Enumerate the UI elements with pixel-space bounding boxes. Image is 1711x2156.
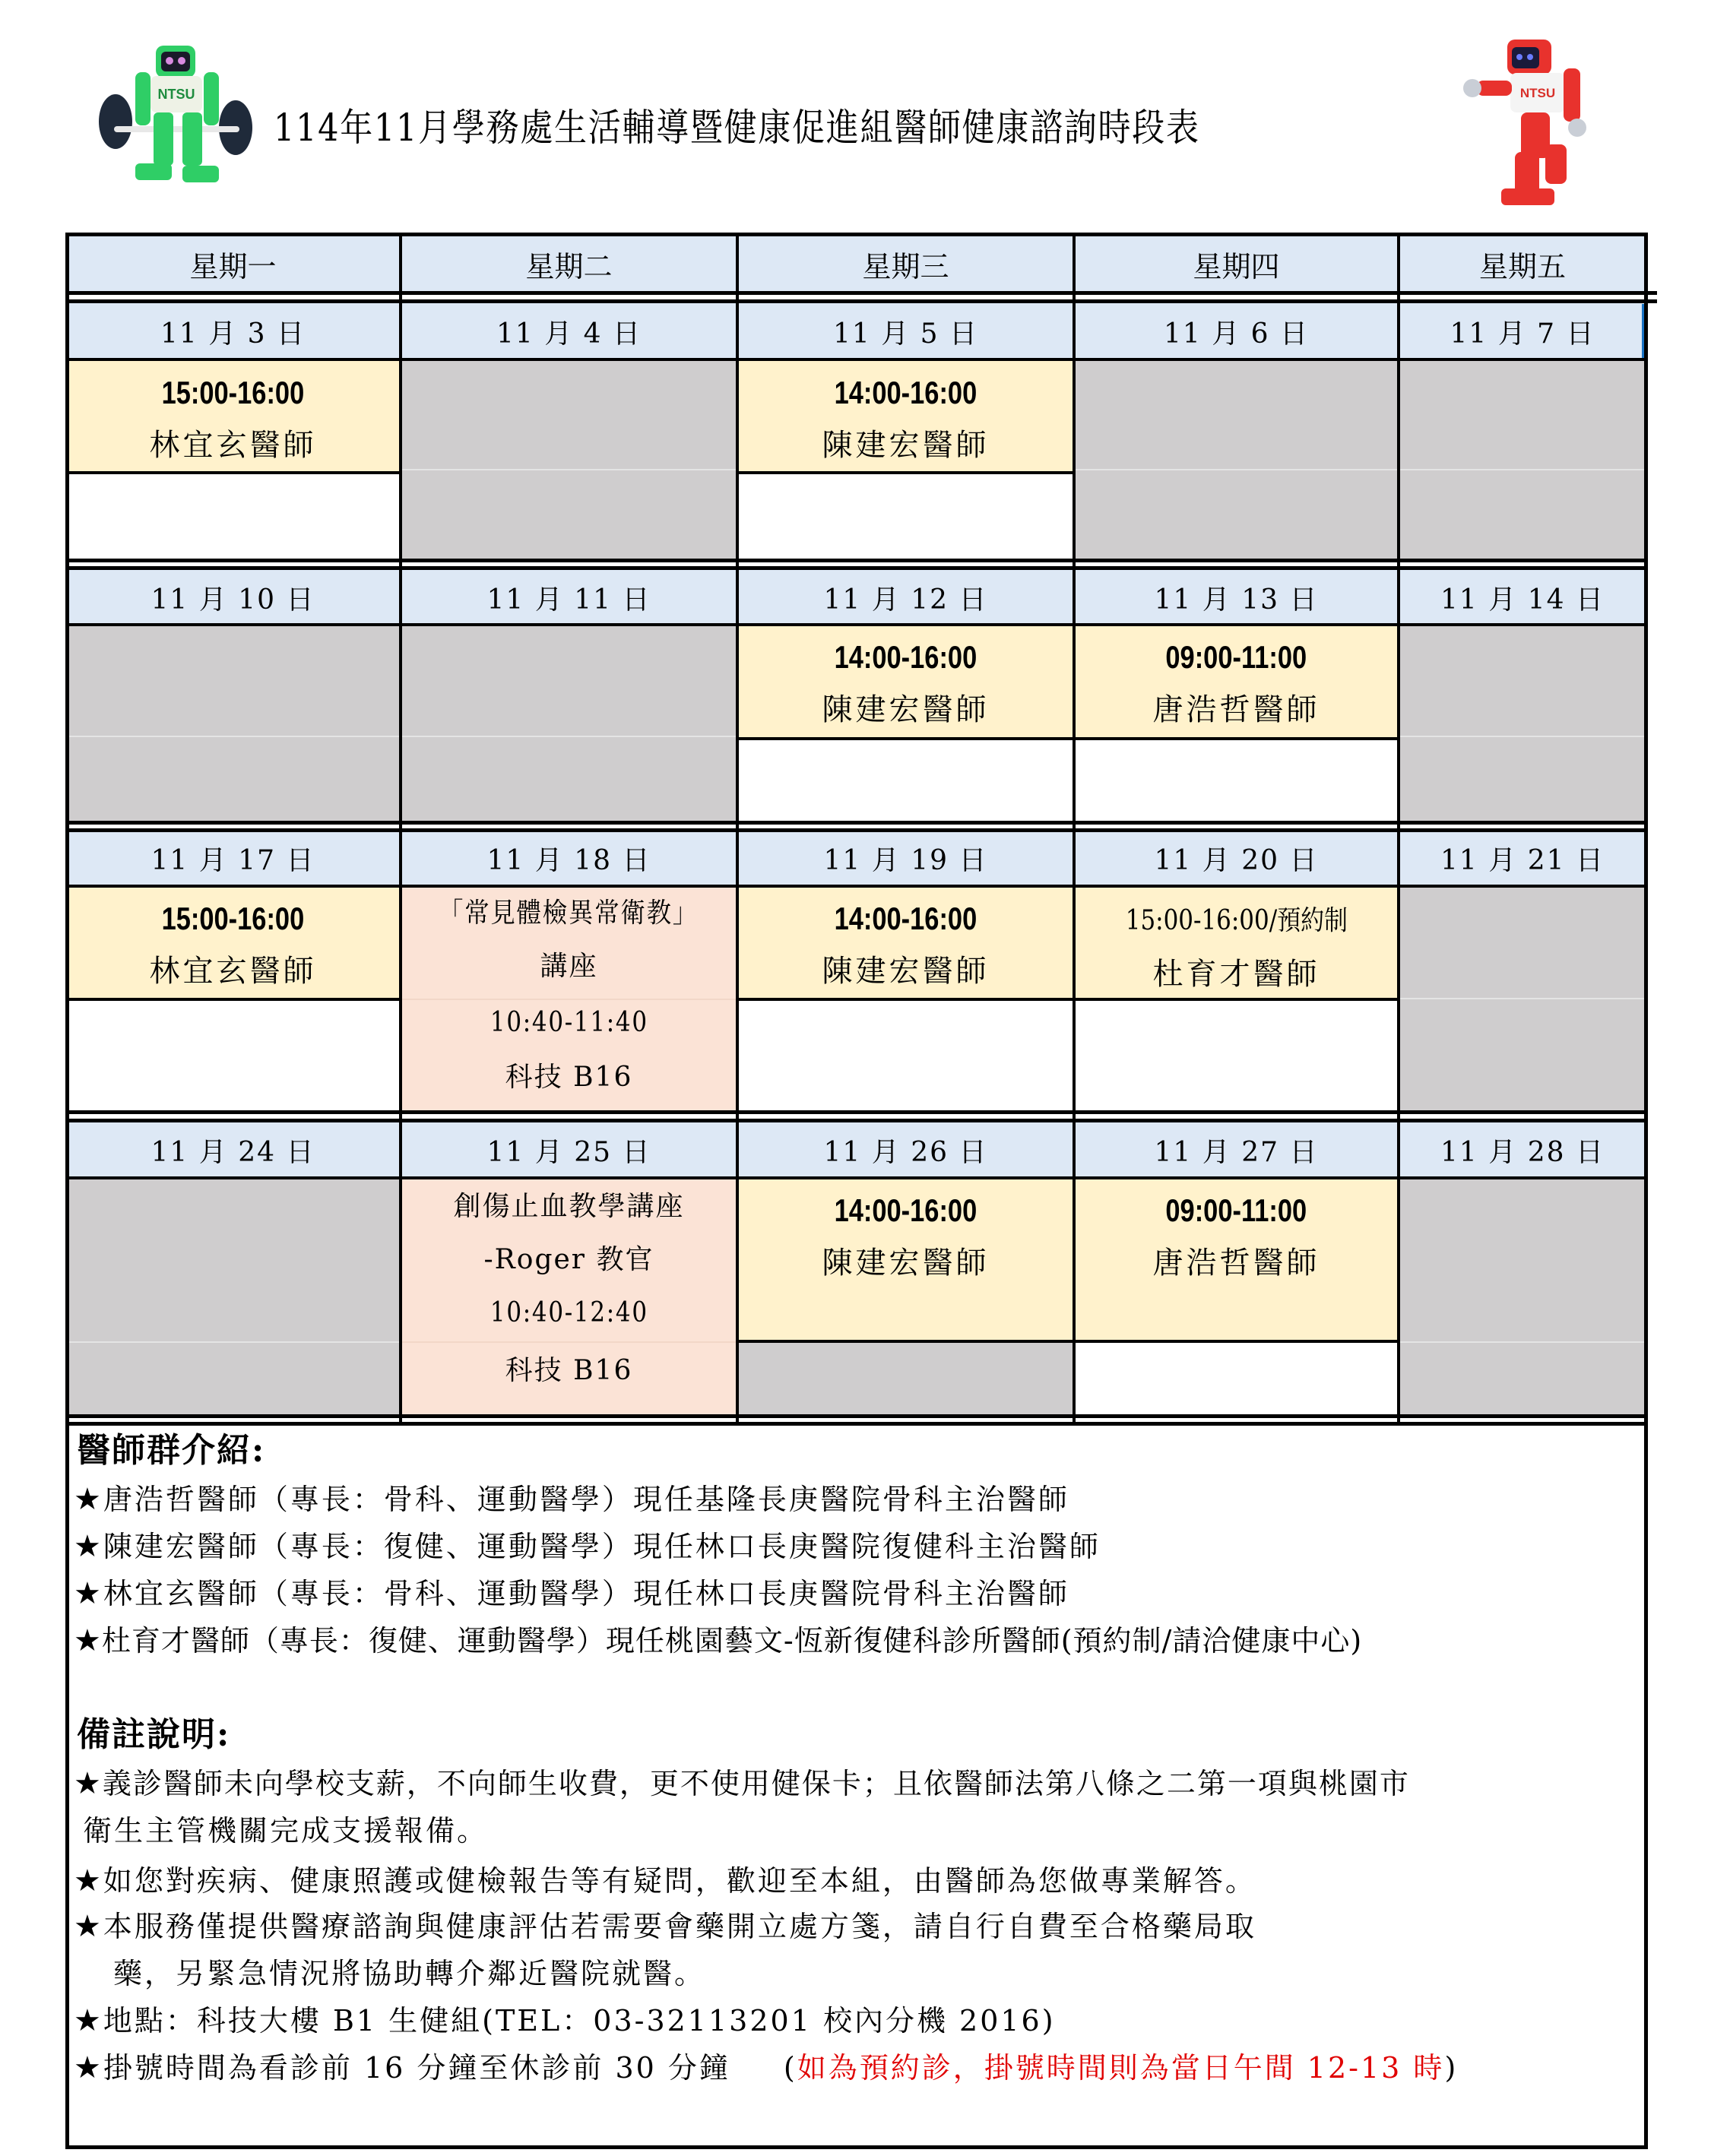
consult-slot	[737, 1178, 1074, 1341]
empty-cell	[65, 999, 401, 1111]
closed-cell	[1399, 1178, 1646, 1415]
cell-divider	[1074, 469, 1646, 470]
doctor-intro-item	[74, 1622, 1362, 1660]
slot-doctor: 陳建宏醫師	[822, 428, 990, 463]
date-label: 11 月 3 日	[160, 318, 306, 350]
table-border	[65, 233, 69, 1426]
table-border	[65, 471, 401, 474]
page-title: 114年11月學務處生活輔導暨健康促進組醫師健康諮詢時段表	[274, 106, 1200, 150]
table-border	[65, 358, 1646, 361]
table-border	[65, 1176, 1646, 1179]
empty-cell	[1074, 1341, 1399, 1415]
doctor-intro-text: 唐浩哲醫師（專長：骨科、運動醫學）現任基隆長庚醫院骨科主治醫師	[103, 1483, 1069, 1516]
star-bullet-icon: ★	[74, 1909, 103, 1944]
event-location: 科技 B16	[505, 1355, 633, 1386]
table-border	[65, 828, 1646, 832]
appointment-registration-note: 如為預約診，掛號時間則為當日午間 12-13 時	[797, 2051, 1445, 2085]
table-border	[1397, 233, 1400, 1422]
date-cell	[737, 302, 1074, 360]
date-cell	[737, 830, 1074, 886]
closed-cell	[65, 625, 401, 822]
date-cell	[401, 570, 737, 625]
date-cell	[65, 302, 401, 360]
weekday-label: 星期一	[189, 249, 277, 283]
info-panel	[65, 1421, 1648, 2149]
slot-time: 15:00-16:00	[161, 375, 305, 410]
star-bullet-icon: ★	[74, 1863, 103, 1898]
table-border	[737, 1340, 1399, 1343]
table-border	[736, 233, 739, 1422]
date-cell	[1074, 302, 1399, 360]
date-label: 11 月 24 日	[151, 1136, 315, 1168]
lecture-event-cell	[401, 1178, 737, 1415]
closed-cell	[65, 1178, 401, 1415]
date-cell	[1399, 1122, 1646, 1178]
doctor-intro-text: 陳建宏醫師（專長：復健、運動醫學）現任林口長庚醫院復健科主治醫師	[103, 1530, 1101, 1563]
date-label: 11 月 26 日	[823, 1136, 988, 1168]
consult-slot	[65, 360, 401, 473]
table-border	[65, 559, 1646, 562]
closed-cell	[1399, 360, 1646, 561]
event-title: 創傷止血教學講座	[453, 1191, 685, 1222]
date-label: 11 月 14 日	[1440, 584, 1605, 616]
note-item	[74, 1765, 1410, 1803]
table-border	[737, 471, 1074, 474]
table-border	[737, 737, 1399, 740]
consult-slot	[65, 886, 401, 999]
cell-divider	[401, 469, 737, 470]
slot-doctor: 杜育才醫師	[1152, 957, 1320, 992]
date-label: 11 月 28 日	[1440, 1136, 1605, 1168]
empty-cell	[737, 473, 1074, 561]
slot-doctor: 陳建宏醫師	[822, 1246, 990, 1281]
event-subtitle: 講座	[540, 951, 598, 982]
doctor-intro-item	[74, 1575, 1069, 1613]
slot-doctor: 陳建宏醫師	[822, 692, 990, 727]
note-text: 本服務僅提供醫療諮詢與健康評估若需要會藥開立處方箋，請自行自費至合格藥局取	[103, 1910, 1256, 1943]
date-label: 11 月 17 日	[151, 844, 315, 876]
event-instructor: -Roger 教官	[483, 1244, 654, 1275]
date-label: 11 月 12 日	[823, 584, 988, 616]
green-robot-mascot-icon	[84, 30, 266, 198]
date-label: 11 月 27 日	[1154, 1136, 1319, 1168]
table-border	[65, 998, 401, 1001]
consult-slot	[1074, 625, 1399, 739]
doctor-intro-item	[74, 1528, 1101, 1566]
weekday-label: 星期四	[1193, 249, 1280, 283]
empty-cell	[1074, 739, 1399, 822]
weekday-label: 星期三	[862, 249, 949, 283]
consult-slot	[737, 886, 1074, 999]
table-border	[1644, 233, 1648, 1426]
closed-cell	[1074, 360, 1399, 561]
empty-cell	[737, 739, 1074, 822]
doctor-intro-text: 杜育才醫師（專長：復健、運動醫學）現任桃園藝文-恆新復健科診所醫師(預約制/請洽健康中心)	[101, 1624, 1363, 1657]
date-cell	[65, 830, 401, 886]
note-paren: (	[783, 2051, 797, 2085]
cell-divider	[1399, 998, 1646, 999]
slot-doctor: 唐浩哲醫師	[1152, 692, 1320, 727]
date-cell	[401, 302, 737, 360]
slot-time: 15:00-16:00	[161, 901, 305, 936]
table-border	[65, 291, 1657, 295]
date-label: 11 月 11 日	[486, 584, 651, 616]
date-cell	[1399, 302, 1646, 360]
slot-time: 14:00-16:00	[834, 639, 977, 675]
table-border	[65, 566, 1646, 570]
star-bullet-icon: ★	[74, 1576, 103, 1611]
note-item	[74, 1907, 1256, 1945]
star-bullet-icon: ★	[74, 2003, 103, 2038]
date-label: 11 月 13 日	[1154, 584, 1319, 616]
note-item	[74, 2002, 1056, 2040]
date-label: 11 月 18 日	[486, 844, 651, 876]
table-border	[65, 623, 1646, 626]
weekday-header-mon	[65, 236, 401, 292]
cell-divider	[1399, 736, 1646, 737]
weekday-header-fri	[1399, 236, 1646, 292]
slot-time: 14:00-16:00	[834, 1192, 977, 1228]
slot-doctor: 陳建宏醫師	[822, 954, 990, 989]
table-border	[65, 233, 1646, 236]
date-cell	[737, 570, 1074, 625]
event-location: 科技 B16	[505, 1062, 633, 1093]
consult-slot	[1074, 1178, 1399, 1341]
note-paren: )	[1444, 2051, 1459, 2085]
date-cell	[65, 570, 401, 625]
date-cell	[1074, 830, 1399, 886]
svg-text:NTSU: NTSU	[1519, 86, 1556, 100]
weekday-header-tue	[401, 236, 737, 292]
note-text: 藥，另緊急情況將協助轉介鄰近醫院就醫。	[113, 1957, 706, 1990]
cell-divider	[401, 1341, 737, 1343]
table-border	[65, 821, 1646, 825]
date-label: 11 月 5 日	[832, 318, 979, 350]
star-bullet-icon: ★	[74, 1482, 103, 1517]
doctors-section-title: 醫師群介紹:	[77, 1431, 266, 1470]
note-item-continued	[83, 1812, 488, 1850]
date-cell	[401, 830, 737, 886]
closed-cell	[401, 360, 737, 561]
closed-cell	[1399, 625, 1646, 822]
closed-cell	[401, 625, 737, 822]
date-label: 11 月 25 日	[486, 1136, 651, 1168]
star-bullet-icon: ★	[74, 1529, 103, 1564]
red-robot-mascot-icon	[1448, 30, 1623, 213]
slot-doctor: 唐浩哲醫師	[1152, 1246, 1320, 1281]
cell-divider	[1399, 1341, 1646, 1343]
slot-doctor: 林宜玄醫師	[149, 428, 317, 463]
table-border	[1073, 233, 1076, 1422]
weekday-label: 星期二	[525, 249, 613, 283]
doctor-intro-item	[74, 1480, 1069, 1518]
note-text: 地點：科技大樓 B1 生健組(TEL：03-32113201 校內分機 2016)	[103, 2004, 1056, 2037]
event-time: 10:40-11:40	[490, 1007, 648, 1038]
note-text: 義診醫師未向學校支薪，不向師生收費，更不使用健保卡；且依醫師法第八條之二第一項與桃園市	[102, 1767, 1410, 1800]
date-label: 11 月 21 日	[1440, 844, 1605, 876]
doctor-intro-text: 林宜玄醫師（專長：骨科、運動醫學）現任林口長庚醫院骨科主治醫師	[103, 1577, 1069, 1610]
consult-slot	[737, 625, 1074, 739]
star-bullet-icon: ★	[74, 1766, 103, 1801]
cell-divider	[401, 999, 737, 1000]
date-cell	[737, 1122, 1074, 1178]
slot-time: 09:00-11:00	[1165, 639, 1307, 675]
date-label: 11 月 19 日	[823, 844, 988, 876]
date-cell	[1399, 830, 1646, 886]
note-text: 掛號時間為看診前 16 分鐘至休診前 30 分鐘	[103, 2051, 730, 2085]
table-border	[65, 885, 1646, 888]
table-border	[65, 1110, 1646, 1114]
slot-time: 15:00-16:00/預約制	[1125, 905, 1348, 936]
date-cell	[1074, 570, 1399, 625]
date-cell	[1399, 570, 1646, 625]
star-bullet-icon: ★	[74, 1623, 102, 1658]
consult-slot	[1074, 886, 1399, 999]
date-label: 11 月 4 日	[496, 318, 642, 350]
date-label: 11 月 6 日	[1163, 318, 1310, 350]
date-cell	[65, 1122, 401, 1178]
date-label: 11 月 20 日	[1154, 844, 1319, 876]
table-border	[399, 233, 402, 1422]
slot-time: 14:00-16:00	[834, 375, 977, 410]
slot-doctor: 林宜玄醫師	[149, 954, 317, 989]
slot-time: 14:00-16:00	[834, 901, 977, 936]
weekday-label: 星期五	[1478, 249, 1566, 283]
consult-slot	[737, 360, 1074, 473]
weekday-header-thu	[1074, 236, 1399, 292]
empty-cell	[1074, 999, 1399, 1111]
event-time: 10:40-12:40	[490, 1297, 648, 1328]
empty-cell	[737, 999, 1074, 1111]
note-item-continued	[113, 1955, 705, 1993]
note-text: 如您對疾病、健康照護或健檢報告等有疑問，歡迎至本組，由醫師為您做專業解答。	[103, 1864, 1256, 1898]
svg-text:NTSU: NTSU	[157, 87, 195, 102]
note-item	[74, 2049, 1458, 2087]
empty-cell	[65, 473, 401, 561]
table-border	[737, 998, 1399, 1001]
closed-cell	[737, 1341, 1074, 1415]
date-cell	[401, 1122, 737, 1178]
table-border	[65, 299, 1657, 303]
date-label: 11 月 7 日	[1450, 318, 1595, 350]
star-bullet-icon: ★	[74, 2050, 103, 2085]
weekday-header-wed	[737, 236, 1074, 292]
slot-time: 09:00-11:00	[1165, 1192, 1307, 1228]
date-label: 11 月 10 日	[151, 584, 315, 616]
table-border	[65, 1414, 1646, 1418]
note-item	[74, 1862, 1256, 1900]
table-border	[65, 1119, 1646, 1122]
date-cell	[1074, 1122, 1399, 1178]
cell-divider	[65, 1341, 401, 1343]
event-title: 「常見體檢異常衛教」	[439, 898, 699, 929]
note-text: 衛生主管機關完成支援報備。	[83, 1814, 489, 1847]
notes-section-title: 備註說明:	[77, 1715, 231, 1754]
